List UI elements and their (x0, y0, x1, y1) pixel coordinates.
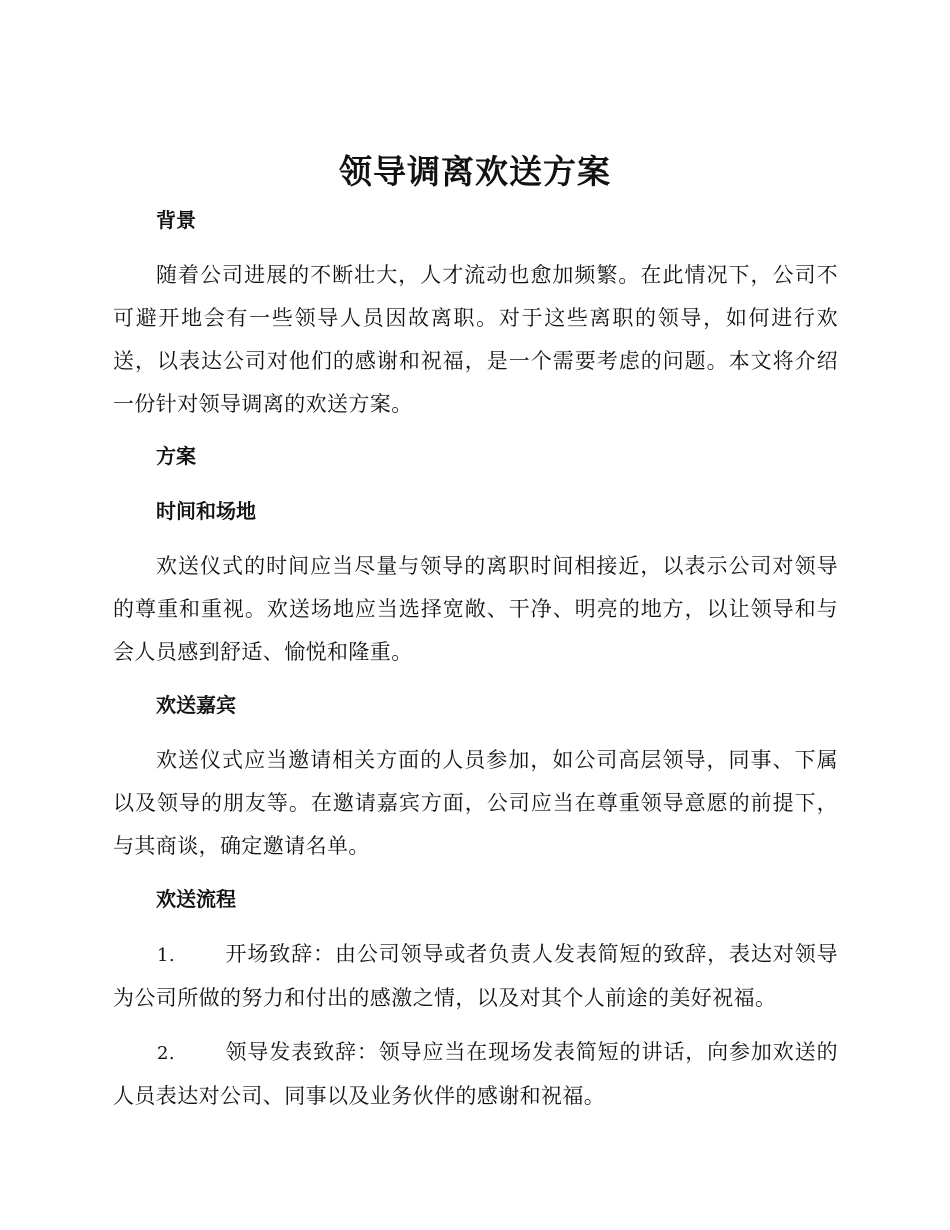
time-venue-paragraph: 欢送仪式的时间应当尽量与领导的离职时间相接近，以表示公司对领导的尊重和重视。欢送场地应当选择宽敞、干净、明亮的地方，以让领导和与会人员感到舒适、愉悦和隆重。 (113, 554, 838, 664)
list-item-text: 开场致辞：由公司领导或者负责人发表简短的致辞，表达对领导为公司所做的努力和付出的感激之情，以及对其个人前途的美好祝福。 (113, 942, 838, 1010)
section-heading-guests: 欢送嘉宾 (156, 693, 236, 717)
process-list-item (113, 933, 838, 1020)
section-heading-plan: 方案 (156, 444, 196, 468)
section-heading-process: 欢送流程 (156, 887, 236, 911)
background-paragraph: 随着公司进展的不断壮大，人才流动也愈加频繁。在此情况下，公司不可避开地会有一些领导人员因故离职。对于这些离职的领导，如何进行欢送，以表达公司对他们的感谢和祝福，是一个需要考虑的问题。本文将介绍一份针对领导调离的欢送方案。 (113, 263, 838, 416)
guests-paragraph: 欢送仪式应当邀请相关方面的人员参加，如公司高层领导，同事、下属以及领导的朋友等。在邀请嘉宾方面，公司应当在尊重领导意愿的前提下，与其商谈，确定邀请名单。 (113, 748, 838, 858)
list-item-number: 2. (157, 1043, 175, 1064)
section-heading-background: 背景 (156, 208, 196, 232)
list-item-text: 领导发表致辞：领导应当在现场发表简短的讲话，向参加欢送的人员表达对公司、同事以及业务伙伴的感谢和祝福。 (113, 1040, 838, 1108)
process-list-item (113, 1031, 838, 1118)
document-title: 领导调离欢送方案 (339, 152, 611, 191)
list-item-number: 1. (157, 945, 175, 966)
section-heading-time-venue: 时间和场地 (156, 499, 256, 523)
